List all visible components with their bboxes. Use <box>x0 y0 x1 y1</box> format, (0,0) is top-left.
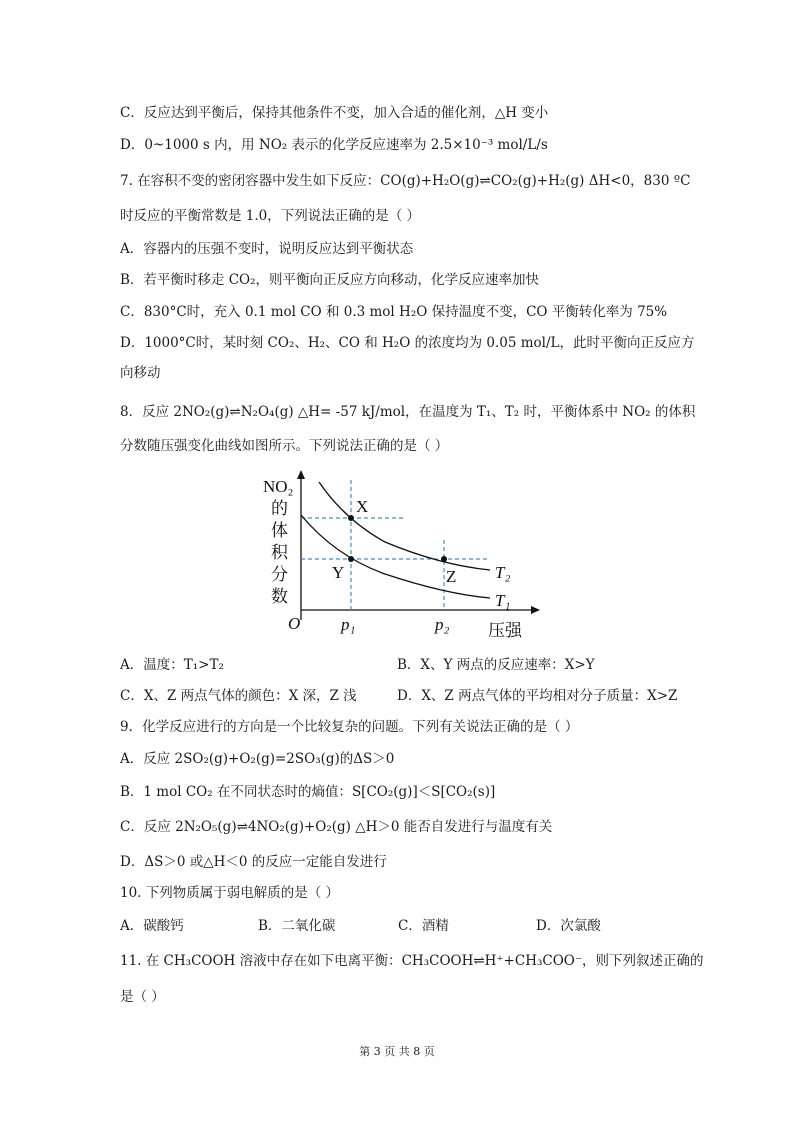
origin-label: O <box>288 614 301 633</box>
q7-stem-line1: 7. 在容积不变的密闭容器中发生如下反应：CO(g)+H₂O(g)⇌CO₂(g)+H₂(g) ΔH<0，830 ºC <box>120 173 691 189</box>
q7-option-d-cont: 向移动 <box>120 365 161 381</box>
ylabel-char-3: 积 <box>271 543 288 562</box>
q10-option-c: C．酒精 <box>398 918 449 934</box>
ylabel-char-5: 数 <box>271 587 288 606</box>
q9-option-c: C．反应 2N₂O₅(g)⇌4NO₂(g)+O₂(g) △H＞0 能否自发进行与温度有关 <box>120 819 553 835</box>
q9-option-d: D．ΔS＞0 或△H＜0 的反应一定能自发进行 <box>120 854 387 870</box>
q9-option-a: A．反应 2SO₂(g)+O₂(g)=2SO₃(g)的ΔS＞0 <box>120 751 395 767</box>
q7-stem-line2: 时反应的平衡常数是 1.0，下列说法正确的是（ ） <box>120 208 421 224</box>
guide-lines <box>301 480 488 610</box>
q8-option-d: D．X、Z 两点气体的平均相对分子质量：X>Z <box>397 688 678 704</box>
curve-t2 <box>319 482 490 570</box>
y-axis-arrow <box>297 470 305 479</box>
ylabel-char-4: 分 <box>271 565 288 584</box>
q10-option-d: D．次氯酸 <box>536 918 601 934</box>
curve-t1-label: T₁ <box>495 591 511 610</box>
q8-option-a: A．温度：T₁>T₂ <box>120 657 224 673</box>
p2-label: p₂ <box>435 615 450 634</box>
q9-option-b: B．1 mol CO₂ 在不同状态时的熵值：S[CO₂(g)]＜S[CO₂(s)] <box>120 784 496 800</box>
q9-stem: 9．化学反应进行的方向是一个比较复杂的问题。下列有关说法正确的是（ ） <box>120 719 579 735</box>
q11-stem-line1: 11. 在 CH₃COOH 溶液中存在如下电离平衡：CH₃COOH⇌H⁺+CH₃COO⁻，则下列叙述正确的 <box>120 953 704 969</box>
q8-figure <box>255 470 545 645</box>
point-y <box>348 556 354 562</box>
q6-option-c: C．反应达到平衡后，保持其他条件不变，加入合适的催化剂，△H 变小 <box>120 105 549 121</box>
point-x-label: X <box>356 497 369 516</box>
q7-option-a: A．容器内的压强不变时，说明反应达到平衡状态 <box>120 241 414 257</box>
q6-option-d: D．0~1000 s 内，用 NO₂ 表示的化学反应速率为 2.5×10⁻³ mol/L/s <box>120 137 548 153</box>
q7-option-d: D．1000°C时，某时刻 CO₂、H₂、CO 和 H₂O 的浓度均为 0.05 mol/L，此时平衡向正反应方 <box>120 335 695 351</box>
point-y-label: Y <box>332 563 345 582</box>
q8-option-b: B．X、Y 两点的反应速率：X>Y <box>397 657 595 673</box>
point-z <box>441 556 447 562</box>
x-axis-arrow <box>531 606 540 614</box>
q7-option-c: C．830°C时，充入 0.1 mol CO 和 0.3 mol H₂O 保持温度不变，CO 平衡转化率为 75% <box>120 304 668 320</box>
point-z-label: Z <box>446 567 457 586</box>
q8-stem-line1: 8．反应 2NO₂(g)⇌N₂O₄(g) △H= -57 kJ/mol，在温度为 T₁、T₂ 时，平衡体系中 NO₂ 的体积 <box>120 404 696 420</box>
q7-option-b: B．若平衡时移走 CO₂，则平衡向正反应方向移动，化学反应速率加快 <box>120 272 540 288</box>
q8-option-c: C．X、Z 两点气体的颜色：X 深，Z 浅 <box>120 688 357 704</box>
q11-stem-line2: 是（ ） <box>120 989 165 1005</box>
curve-t2-label: T₂ <box>495 563 511 582</box>
xlabel: 压强 <box>488 621 522 640</box>
ylabel-top: NO₂ <box>263 477 294 496</box>
curve-t1 <box>301 515 490 598</box>
q10-option-a: A．碳酸钙 <box>120 918 184 934</box>
ylabel-char-2: 体 <box>271 521 288 540</box>
page-footer: 第 3 页 共 8 页 <box>359 1045 435 1058</box>
p1-label: p₁ <box>341 615 356 634</box>
ylabel-char-1: 的 <box>271 499 288 518</box>
q10-option-b: B．二氧化碳 <box>258 918 336 934</box>
point-x <box>348 515 354 521</box>
q8-stem-line2: 分数随压强变化曲线如图所示。下列说法正确的是（ ） <box>120 438 449 454</box>
q10-stem: 10. 下列物质属于弱电解质的是（ ） <box>120 885 340 901</box>
